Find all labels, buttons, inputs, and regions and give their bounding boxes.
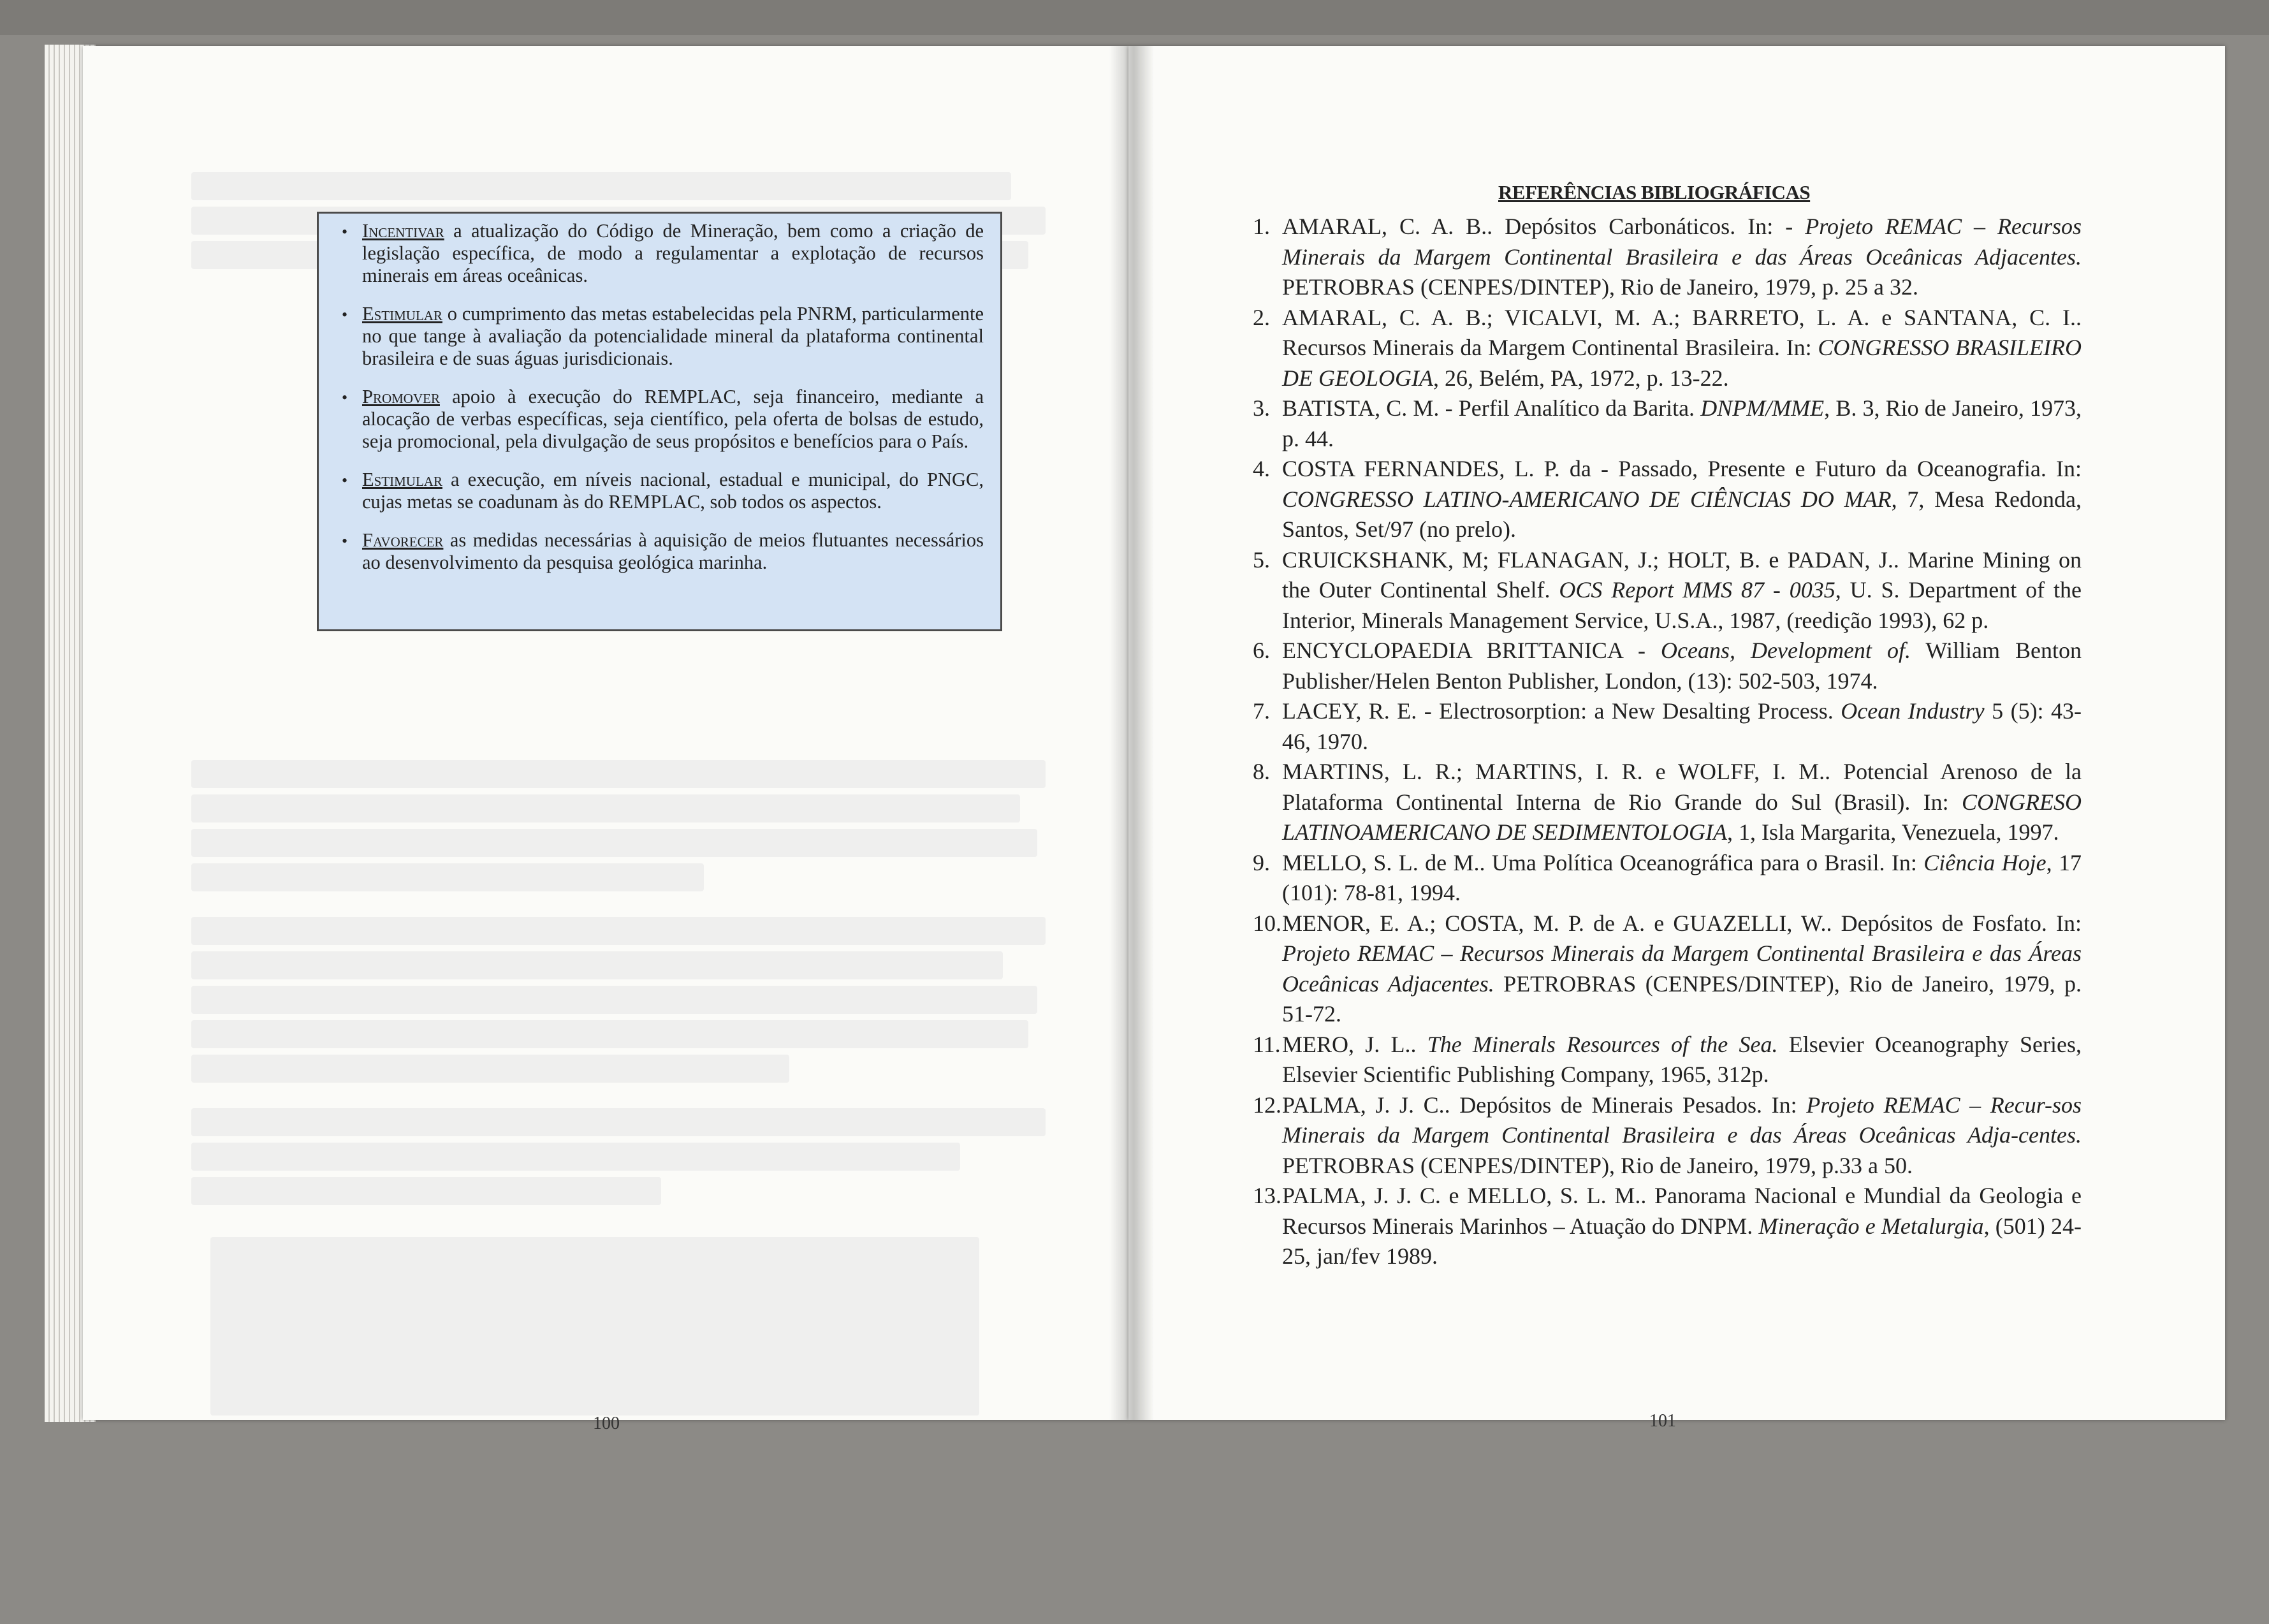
reference-number: 9. bbox=[1253, 849, 1270, 875]
reference-text: , U. S. Department of the Interior, Minerals Management Service, U.S.A., 1987, (reedição 1993), 62 p. bbox=[1282, 577, 2082, 633]
reference-entry bbox=[1253, 1030, 2082, 1090]
reference-text: , 17 (101): 78-81, 1994. bbox=[1282, 849, 2082, 905]
recommendation-item bbox=[342, 220, 984, 287]
reference-text: , B. 3, Rio de Janeiro, 1973, p. 44. bbox=[1282, 395, 2082, 451]
bullet-icon: • bbox=[342, 532, 348, 550]
reference-source-title: CONGRESSO BRASILEIRO DE GEOLOGIA bbox=[1282, 335, 2082, 391]
reference-number: 11. bbox=[1253, 1031, 1281, 1057]
reference-text: Elsevier Oceanography Series, Elsevier Scientific Publishing Company, 1965, 312p. bbox=[1282, 1031, 2082, 1087]
reference-source-title: Ocean Industry bbox=[1841, 698, 1985, 724]
reference-entry bbox=[1253, 757, 2082, 848]
reference-text: LACEY, R. E. - Electrosorption: a New Desalting Process. bbox=[1282, 698, 1841, 724]
reference-number: 12. bbox=[1253, 1092, 1281, 1118]
reference-entry bbox=[1253, 848, 2082, 909]
recommendation-text: o cumprimento das metas estabelecidas pela PNRM, particularmente no que tange à avaliação da potencialidade mineral da plataforma continental brasileira e de suas águas jurisdicionais. bbox=[362, 303, 984, 369]
reference-source-title: OCS Report MMS 87 - 0035 bbox=[1559, 577, 1835, 603]
reference-source-title: Projeto REMAC – Recursos Minerais da Margem Continental Brasileira e das Áreas Oceânicas Adjacentes. bbox=[1282, 940, 2082, 997]
reference-source-title: Projeto REMAC – Recur-sos Minerais da Margem Continental Brasileira e das Áreas Oceânicas Adja-centes. bbox=[1282, 1092, 2082, 1148]
recommendation-item bbox=[342, 386, 984, 453]
reference-text: BATISTA, C. M. - Perfil Analítico da Barita. bbox=[1282, 395, 1701, 421]
reference-number: 7. bbox=[1253, 698, 1270, 724]
reference-text: 5 (5): 43-46, 1970. bbox=[1282, 698, 2082, 754]
bullet-icon: • bbox=[342, 388, 348, 407]
recommendation-item bbox=[342, 529, 984, 574]
reference-text: , (501) 24-25, jan/fev 1989. bbox=[1282, 1213, 2082, 1269]
reference-text: PETROBRAS (CENPES/DINTEP), Rio de Janeiro, 1979, p. 25 a 32. bbox=[1282, 274, 1918, 300]
recommendation-item bbox=[342, 303, 984, 370]
recommendation-text: a execução, em níveis nacional, estadual e municipal, do PNGC, cujas metas se coadunam às do REMPLAC, sob todos os aspectos. bbox=[362, 469, 984, 513]
recommendation-text: as medidas necessárias à aquisição de meios flutuantes necessários ao desenvolvimento da pesquisa geológica marinha. bbox=[362, 529, 984, 573]
page-number-left: 100 bbox=[593, 1414, 620, 1433]
reference-source-title: Projeto REMAC – Recursos Minerais da Margem Continental Brasileira e das Áreas Oceânicas Adjacentes. bbox=[1282, 214, 2082, 270]
reference-text: AMARAL, C. A. B.. Depósitos Carbonáticos. In: - bbox=[1282, 214, 1806, 239]
reference-source-title: Mineração e Metalurgia bbox=[1758, 1213, 1984, 1239]
reference-entry bbox=[1253, 696, 2082, 757]
reference-text: PALMA, J. J. C.. Depósitos de Minerais Pesados. In: bbox=[1282, 1092, 1807, 1118]
reference-number: 13. bbox=[1253, 1183, 1281, 1208]
reference-source-title: CONGRESSO LATINO-AMERICANO DE CIÊNCIAS DO MAR bbox=[1282, 486, 1892, 512]
reference-number: 5. bbox=[1253, 546, 1270, 573]
recommendation-text: apoio à execução do REMPLAC, seja financeiro, mediante a alocação de verbas específicas, seja científico, pela oferta de bolsas de estudo, seja promocional, pela divulgação de seus propósitos e benefícios para o País. bbox=[362, 386, 984, 452]
reference-entry bbox=[1253, 1181, 2082, 1272]
reference-number: 4. bbox=[1253, 456, 1270, 481]
reference-text: AMARAL, C. A. B.; VICALVI, M. A.; BARRETO, L. A. e SANTANA, C. I.. Recursos Minerais da Margem Continental Brasileira. In: bbox=[1282, 304, 2082, 360]
reference-number: 1. bbox=[1253, 214, 1270, 239]
reference-source-title: The Minerals Resources of the Sea. bbox=[1427, 1031, 1778, 1057]
bullet-icon: • bbox=[342, 305, 348, 324]
reference-entry bbox=[1253, 1090, 2082, 1181]
recommendation-verb: Incentivar bbox=[362, 220, 444, 242]
reference-number: 8. bbox=[1253, 759, 1270, 784]
reference-entry bbox=[1253, 303, 2082, 394]
reference-text: PALMA, J. J. C. e MELLO, S. L. M.. Panorama Nacional e Mundial da Geologia e Recursos Minerais Marinhos – Atuação do DNPM. bbox=[1282, 1183, 2082, 1239]
book-gutter bbox=[1109, 46, 1154, 1420]
reference-text: MARTINS, L. R.; MARTINS, I. R. e WOLFF, I. M.. Potencial Arenoso de la Plataforma Continental Interna de Rio Grande do Sul (Brasil). In: bbox=[1282, 759, 2082, 815]
reference-text: MELLO, S. L. de M.. Uma Política Oceanográfica para o Brasil. In: bbox=[1282, 849, 1924, 875]
reference-entry bbox=[1253, 636, 2082, 696]
reference-number: 2. bbox=[1253, 304, 1270, 330]
reference-entry bbox=[1253, 212, 2082, 303]
recommendation-text: a atualização do Código de Mineração, bem como a criação de legislação específica, de modo a regulamentar a explotação de recursos minerais em áreas oceânicas. bbox=[362, 220, 984, 286]
recommendation-verb: Promover bbox=[362, 386, 440, 407]
reference-text: PETROBRAS (CENPES/DINTEP), Rio de Janeiro, 1979, p.33 a 50. bbox=[1282, 1152, 1913, 1178]
reference-entry bbox=[1253, 545, 2082, 636]
recommendation-verb: Favorecer bbox=[362, 529, 444, 551]
reference-text: COSTA FERNANDES, L. P. da - Passado, Presente e Futuro da Oceanografia. In: bbox=[1282, 456, 2082, 481]
bullet-icon: • bbox=[342, 223, 348, 241]
reference-text: , 26, Belém, PA, 1972, p. 13-22. bbox=[1433, 365, 1729, 391]
references-list bbox=[1253, 212, 2082, 1272]
reference-entry bbox=[1253, 909, 2082, 1030]
reference-source-title: DNPM/MME bbox=[1700, 395, 1825, 421]
reference-entry bbox=[1253, 454, 2082, 545]
recommendations-box bbox=[317, 212, 1002, 631]
scan-background bbox=[0, 0, 2269, 35]
references-title: REFERÊNCIAS BIBLIOGRÁFICAS bbox=[1498, 181, 1811, 203]
reference-entry bbox=[1253, 393, 2082, 454]
reference-number: 6. bbox=[1253, 638, 1270, 663]
reference-text: ENCYCLOPAEDIA BRITTANICA - bbox=[1282, 638, 1661, 663]
recommendation-verb: Estimular bbox=[362, 469, 442, 490]
reference-source-title: Oceans, Development of. bbox=[1661, 638, 1911, 663]
reference-text: CRUICKSHANK, M; FLANAGAN, J.; HOLT, B. e PADAN, J.. Marine Mining on the Outer Continental Shelf. bbox=[1282, 546, 2082, 603]
reference-text: William Benton Publisher/Helen Benton Publisher, London, (13): 502-503, 1974. bbox=[1282, 638, 2082, 694]
reference-text: , 7, Mesa Redonda, Santos, Set/97 (no prelo). bbox=[1282, 486, 2082, 542]
reference-source-title: Ciência Hoje bbox=[1923, 849, 2046, 875]
reference-text: MERO, J. L.. bbox=[1282, 1031, 1427, 1057]
reference-number: 3. bbox=[1253, 395, 1270, 421]
page-number-right: 101 bbox=[1649, 1411, 1676, 1431]
bullet-icon: • bbox=[342, 471, 348, 490]
recommendation-verb: Estimular bbox=[362, 303, 442, 325]
recommendations-list bbox=[342, 220, 984, 574]
reference-text: PETROBRAS (CENPES/DINTEP), Rio de Janeiro, 1979, p. 51-72. bbox=[1282, 970, 2082, 1027]
reference-number: 10. bbox=[1253, 910, 1281, 936]
recommendation-item bbox=[342, 469, 984, 513]
reference-text: , 1, Isla Margarita, Venezuela, 1997. bbox=[1726, 819, 2059, 845]
reference-text: MENOR, E. A.; COSTA, M. P. de A. e GUAZELLI, W.. Depósitos de Fosfato. In: bbox=[1282, 910, 2082, 936]
reference-source-title: CONGRESO LATINOAMERICANO DE SEDIMENTOLOGIA bbox=[1282, 789, 2082, 845]
